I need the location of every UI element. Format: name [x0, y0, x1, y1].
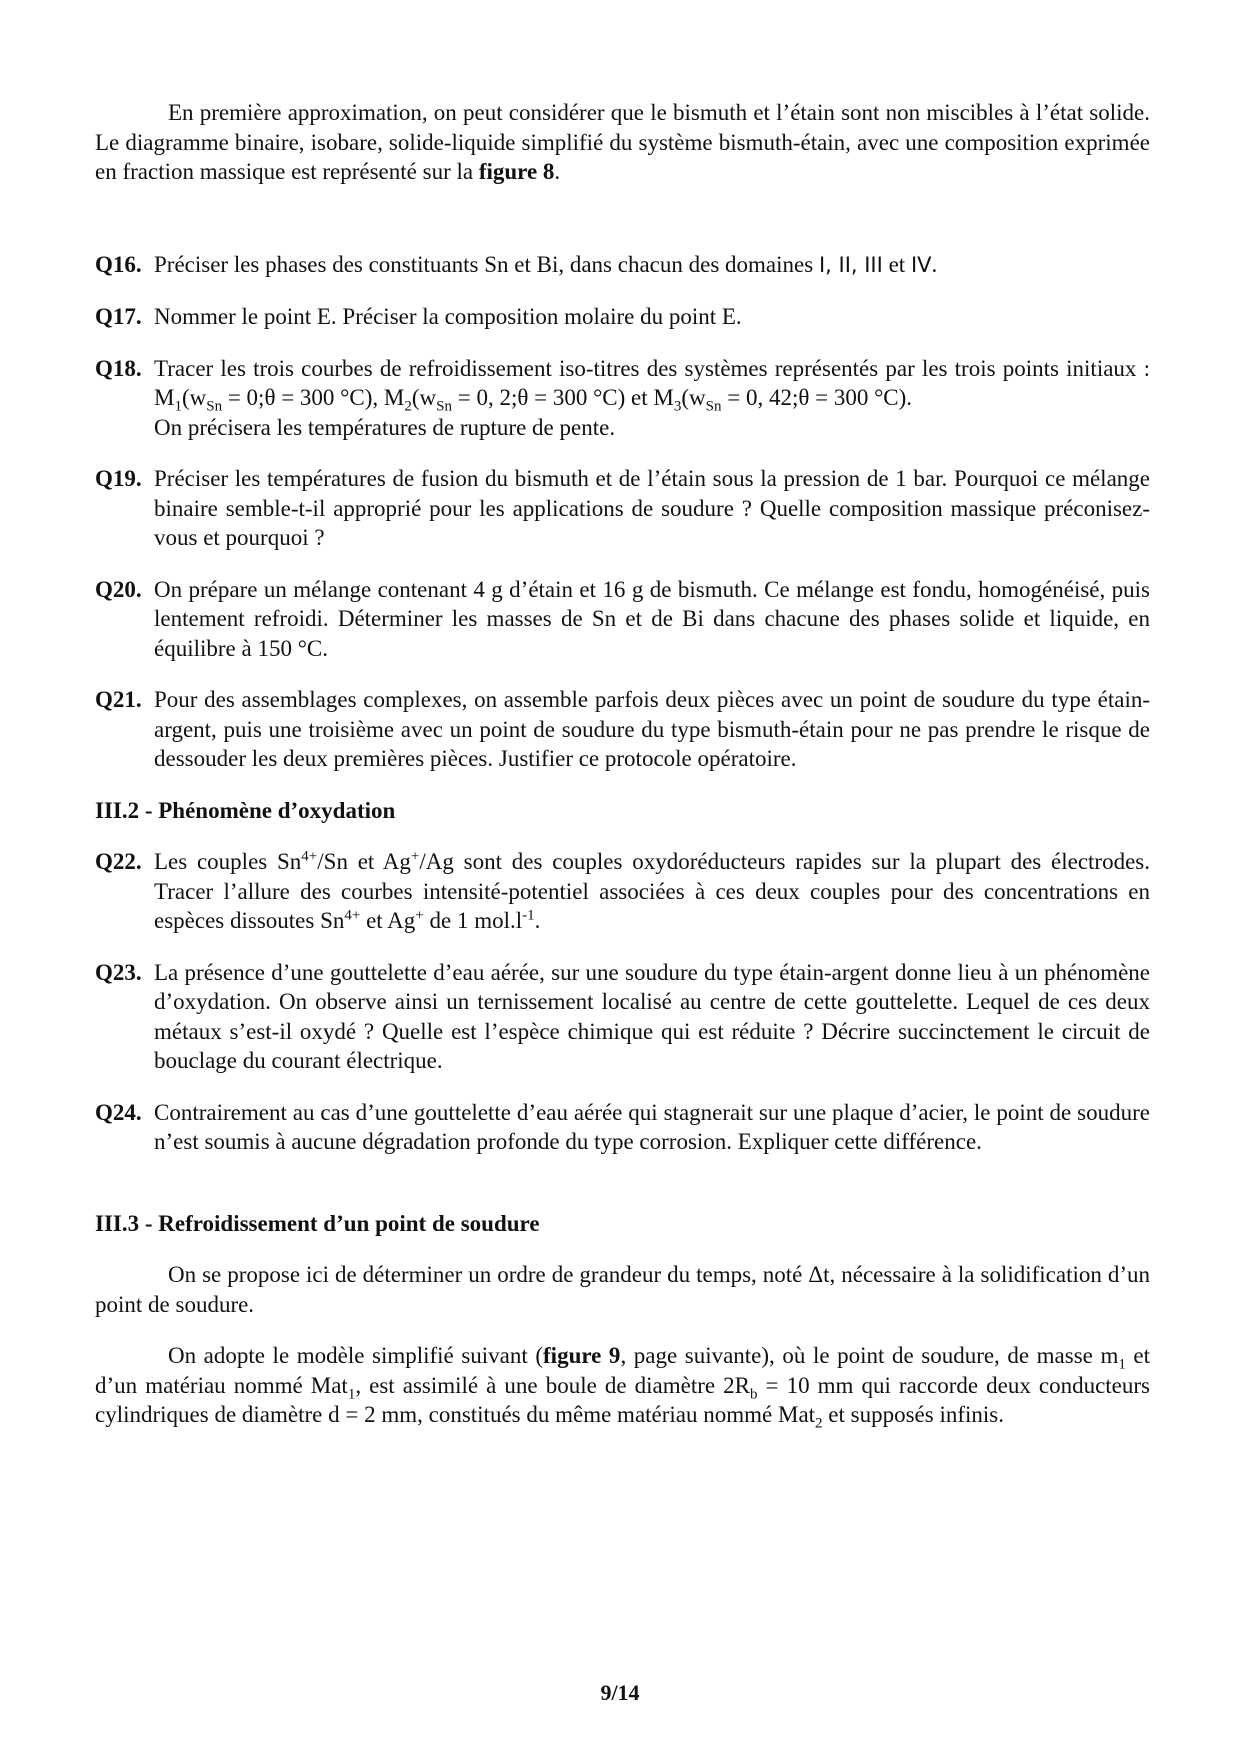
question-q18 — [95, 354, 1150, 443]
intro-text: En première approximation, on peut considérer que le bismuth et l’étain sont non miscibles à l’état solide. Le diagramme binaire, isobare, solide-liquide simplifié du système bismuth-étain, avec une composition exprimée en fraction massique est représenté sur la — [95, 100, 1150, 184]
figure-9-ref: figure 9 — [543, 1343, 621, 1368]
question-q22 — [95, 847, 1150, 936]
document-page — [95, 98, 1150, 1430]
question-number: Q23. — [95, 959, 142, 985]
question-q21 — [95, 685, 1150, 774]
question-q20 — [95, 575, 1150, 664]
question-number: Q16. — [95, 251, 142, 277]
question-q16 — [95, 250, 1150, 281]
page-number: 9/14 — [600, 1680, 640, 1705]
question-number: Q24. — [95, 1099, 142, 1125]
intro-paragraph: En première approximation, on peut considérer que le bismuth et l’étain sont non miscibles à l’état solide. Le diagramme binaire, isobare, solide-liquide simplifié du système bismuth-étain, avec une composition exprimée en fraction massique est représenté sur la figure 8. — [95, 100, 1150, 184]
question-number: Q21. — [95, 687, 142, 712]
question-text: Les couples $Sn^{4+}/Sn$ et Ag+/Ag sont des couples oxydoréducteurs rapides sur la plupart des électrodes. Tracer l’allure des courbes intensité-potentiel associées à ces deux couples pour des concentrations en espèces dissoutes $Sn^{4+}$ et Ag+ de 1 $mol.l^{-1}$. — [154, 848, 1150, 933]
question-text: Préciser les phases des constituants Sn et Bi, dans chacun des domaines I, II, III et IV. — [154, 251, 938, 277]
question-text: La présence d’une gouttelette d’eau aérée, sur une soudure du type étain-argent donne lieu à un phénomène d’oxydation. On observe ainsi un ternissement localisé au centre de cette gouttelette. Lequel de ces deux métaux s’est-il oxydé ? Quelle est l’espèce chimique qui est réduite ? Décrire succinctement le circuit de bouclage du courant électrique. — [154, 959, 1150, 1073]
question-number: Q17. — [95, 304, 142, 329]
question-q24 — [95, 1098, 1150, 1157]
question-number: Q18. — [95, 355, 142, 381]
point-m3: $M_3(w_{Sn} = 0$, 42;θ = 300 °C) — [653, 385, 907, 415]
question-number: Q22. — [95, 849, 142, 874]
question-text: On prépare un mélange contenant 4 g d’étain et 16 g de bismuth. Ce mélange est fondu, homogénéisé, puis lentement refroidi. Déterminer les masses de Sn et de Bi dans chacune des phases solide et liquide, en équilibre à 150 °C. — [154, 576, 1150, 661]
question-number: Q19. — [95, 466, 142, 491]
question-text: Pour des assemblages complexes, on assemble parfois deux pièces avec un point de soudure du type étain-argent, puis une troisième avec un point de soudure du type bismuth-étain pour ne pas prendre le risque de dessouder les deux premières pièces. Justifier ce protocole opératoire. — [154, 687, 1150, 771]
question-q19 — [95, 464, 1150, 553]
question-text: Nommer le point E. Préciser la composition molaire du point E. — [154, 304, 742, 329]
question-q17 — [95, 302, 1150, 332]
question-text: Contrairement au cas d’une gouttelette d’eau aérée qui stagnerait sur une plaque d’acier, le point de soudure n’est soumis à aucune dégradation profonde du type corrosion. Expliquer cette différence. — [154, 1099, 1150, 1154]
paragraph-delta-t: On se propose ici de déterminer un ordre de grandeur du temps, noté Δt, nécessaire à la solidification d’un point de soudure. — [95, 1262, 1150, 1317]
question-text: Tracer les trois courbes de refroidissement iso-titres des systèmes représentés par les trois points initiaux : $M_1(w_{Sn}$ = 0;θ = 300 °C), $M_2(w_{Sn} = 0$, 2;θ = 300 °C) et $M_3(w_{Sn} = 0$, 42;θ = 300 °C). On précisera les températures de rupture de pente. — [154, 355, 1150, 440]
section-heading-iii-3: III.3 - Refroidissement d’un point de soudure — [95, 1210, 540, 1236]
point-m1: $M_1(w_{Sn}$ = 0;θ = 300 °C) — [154, 385, 373, 415]
point-m2: $M_2(w_{Sn} = 0$, 2;θ = 300 °C) — [383, 385, 626, 415]
question-text: Préciser les températures de fusion du bismuth et de l’étain sous la pression de 1 bar. Pourquoi ce mélange binaire semble-t-il approprié pour les applications de soudure ? Quelle composition massique préconisez-vous et pourquoi ? — [154, 466, 1150, 550]
question-number: Q20. — [95, 576, 142, 602]
paragraph-model: On adopte le modèle simplifié suivant (figure 9, page suivante), où le point de soudure, de masse $m_1$ et d’un matériau nommé Mat$_1$, est assimilé à une boule de diamètre $2R_b = 10$ mm qui raccorde deux conducteurs cylindriques de diamètre d = 2 mm, constitués du même matériau nommé Mat$_2$ et supposés infinis. — [95, 1343, 1151, 1432]
question-q23 — [95, 958, 1150, 1076]
section-heading-iii-2: III.2 - Phénomène d’oxydation — [95, 797, 396, 823]
figure-8-ref: figure 8 — [478, 159, 555, 184]
